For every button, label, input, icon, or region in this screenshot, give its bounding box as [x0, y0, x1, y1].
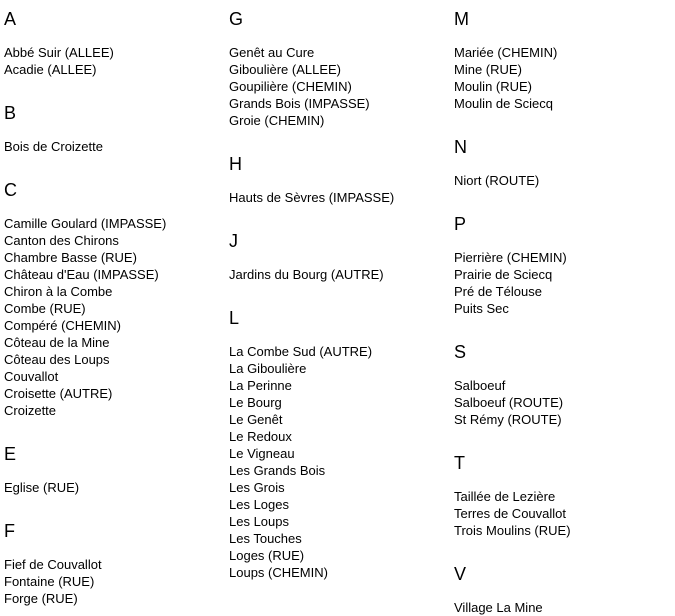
- street-entry: Moulin (RUE): [454, 79, 533, 94]
- section-letter-N: N: [454, 137, 467, 157]
- street-entry: Moulin de Sciecq: [454, 96, 553, 111]
- street-entry: Loups (CHEMIN): [229, 565, 328, 580]
- section-letter-F: F: [4, 521, 15, 541]
- street-entry: Camille Goulard (IMPASSE): [4, 216, 167, 231]
- street-entry: Prairie de Sciecq: [454, 267, 553, 282]
- street-entry: Côteau des Loups: [4, 352, 110, 367]
- street-entry: Hauts de Sèvres (IMPASSE): [229, 190, 395, 205]
- street-entry: Salboeuf (ROUTE): [454, 395, 564, 410]
- street-entry: Bois de Croizette: [4, 139, 103, 154]
- street-entry: Couvallot: [4, 369, 59, 384]
- street-entry: St Rémy (ROUTE): [454, 412, 562, 427]
- section-letter-H: H: [229, 154, 242, 174]
- street-entry: Croizette: [4, 403, 57, 418]
- section-letter-B: B: [4, 103, 17, 123]
- street-entry: Canton des Chirons: [4, 233, 119, 248]
- street-entry: Compéré (CHEMIN): [4, 318, 122, 333]
- street-entry: Eglise (RUE): [4, 480, 80, 495]
- street-entry: Giboulière (ALLEE): [229, 62, 341, 77]
- street-entry: Fief de Couvallot: [4, 557, 102, 572]
- street-entry: Groie (CHEMIN): [229, 113, 325, 128]
- street-entry: Les Grois: [229, 480, 285, 495]
- street-entry: Taillée de Lezière: [454, 489, 556, 504]
- index-column-3: [450, 9, 675, 616]
- index-column-1: [0, 9, 225, 607]
- section-letter-E: E: [4, 444, 17, 464]
- section-letter-C: C: [4, 180, 17, 200]
- street-entry: La Combe Sud (AUTRE): [229, 344, 373, 359]
- street-entry: Forge (RUE): [4, 591, 78, 606]
- street-entry: Salboeuf: [454, 378, 506, 393]
- street-entry: Niort (ROUTE): [454, 173, 540, 188]
- street-entry: Fontaine (RUE): [4, 574, 95, 589]
- street-entry: Terres de Couvallot: [454, 506, 566, 521]
- street-entry: Chiron à la Combe: [4, 284, 113, 299]
- street-entry: Puits Sec: [454, 301, 509, 316]
- street-entry: Combe (RUE): [4, 301, 86, 316]
- street-entry: Abbé Suir (ALLEE): [4, 45, 114, 60]
- street-entry: Mine (RUE): [454, 62, 522, 77]
- street-entry: Les Touches: [229, 531, 302, 546]
- street-entry: Grands Bois (IMPASSE): [229, 96, 370, 111]
- section-letter-P: P: [454, 214, 467, 234]
- street-entry: Pré de Télouse: [454, 284, 542, 299]
- index-column-2: [225, 9, 450, 581]
- street-entry: Le Redoux: [229, 429, 292, 444]
- street-entry: Côteau de la Mine: [4, 335, 110, 350]
- street-entry: Les Loups: [229, 514, 289, 529]
- street-entry: Loges (RUE): [229, 548, 305, 563]
- section-letter-A: A: [4, 9, 17, 29]
- section-letter-L: L: [229, 308, 240, 328]
- street-entry: Trois Moulins (RUE): [454, 523, 571, 538]
- street-entry: La Giboulière: [229, 361, 307, 376]
- street-entry: Chambre Basse (RUE): [4, 250, 137, 265]
- street-entry: Château d'Eau (IMPASSE): [4, 267, 159, 282]
- section-letter-J: J: [229, 231, 238, 251]
- street-entry: Le Vigneau: [229, 446, 295, 461]
- street-entry: Goupilière (CHEMIN): [229, 79, 352, 94]
- section-letter-M: M: [454, 9, 469, 29]
- street-entry: Croisette (AUTRE): [4, 386, 113, 401]
- street-entry: Jardins du Bourg (AUTRE): [229, 267, 384, 282]
- section-letter-V: V: [454, 564, 467, 584]
- section-letter-T: T: [454, 453, 465, 473]
- street-entry: Les Grands Bois: [229, 463, 326, 478]
- section-letter-S: S: [454, 342, 467, 362]
- street-entry: La Perinne: [229, 378, 292, 393]
- street-entry: Genêt au Cure: [229, 45, 315, 60]
- street-entry: Les Loges: [229, 497, 289, 512]
- street-entry: Le Genêt: [229, 412, 283, 427]
- street-entry: Acadie (ALLEE): [4, 62, 97, 77]
- street-entry: Village La Mine: [454, 600, 543, 615]
- section-letter-G: G: [229, 9, 244, 29]
- street-entry: Le Bourg: [229, 395, 282, 410]
- street-entry: Mariée (CHEMIN): [454, 45, 558, 60]
- street-entry: Pierrière (CHEMIN): [454, 250, 567, 265]
